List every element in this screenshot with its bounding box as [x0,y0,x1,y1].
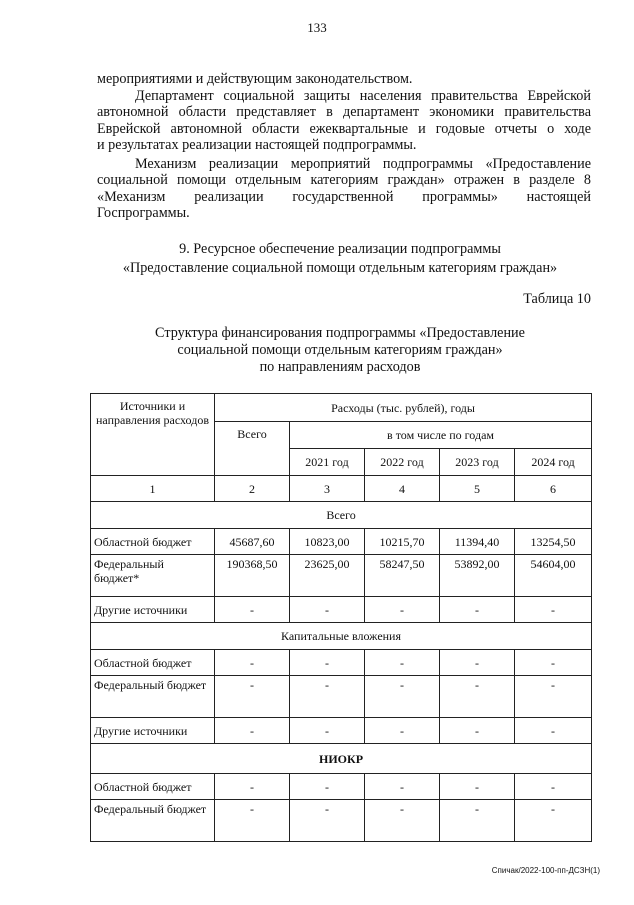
cell-value: 23625,00 [290,555,365,597]
header-sources: Источники и направления расходов [91,394,215,476]
row-label: Федеральный бюджет [91,800,215,842]
table-row [91,555,592,597]
paragraph-2-line: и результатах реализации настоящей подпрограммы. [97,137,417,154]
table-label: Таблица 10 [523,291,591,307]
cell-value: - [515,800,592,842]
table-row [91,650,592,676]
column-number: 4 [365,476,440,502]
paragraph-3-line: социальной помощи отдельным категориям граждан» отражен в разделе 8 [97,172,591,189]
cell-value: - [215,597,290,623]
cell-value: 11394,40 [440,529,515,555]
table-title [60,325,620,376]
cell-value: - [440,650,515,676]
column-number: 1 [91,476,215,502]
table-row [91,529,592,555]
header-year: 2024 год [515,449,592,476]
table-title-line: по направлениям расходов [259,359,421,375]
column-number: 3 [290,476,365,502]
table-title-line: социальной помощи отдельным категориям граждан» [177,342,503,358]
section-title-line: «Предоставление социальной помощи отдельным категориям граждан» [122,260,558,276]
table-row [91,800,592,842]
paragraph-2-line: Еврейской автономной области ежеквартальные и годовые отчеты о ходе [97,120,591,137]
cell-value: - [290,718,365,744]
cell-value: - [515,650,592,676]
cell-value: - [215,676,290,718]
row-label: Областной бюджет [91,774,215,800]
section-title-line: 9. Ресурсное обеспечение реализации подпрограммы [179,241,501,257]
cell-value: 53892,00 [440,555,515,597]
row-label: Федеральный бюджет* [91,555,215,597]
paragraph-3-line: Госпрограммы. [97,205,190,222]
cell-value: 10823,00 [290,529,365,555]
cell-value: - [440,774,515,800]
cell-value: - [365,718,440,744]
table-row [91,597,592,623]
row-label: Федеральный бюджет [91,676,215,718]
cell-value: 54604,00 [515,555,592,597]
column-number: 5 [440,476,515,502]
column-number: 2 [215,476,290,502]
paragraph-2 [97,88,591,154]
cell-value: - [290,774,365,800]
cell-value: - [365,676,440,718]
table-row [91,676,592,718]
cell-value: - [290,650,365,676]
document-code: Спичак/2022-100-пп-ДСЗН(1) [491,866,600,875]
row-label: Областной бюджет [91,650,215,676]
cell-value: - [215,718,290,744]
section-header: Всего [91,502,592,529]
cell-value: - [215,800,290,842]
cell-value: - [215,650,290,676]
cell-value: - [440,597,515,623]
cell-value: 13254,50 [515,529,592,555]
cell-value: - [515,597,592,623]
paragraph-3-line: Механизм реализации мероприятий подпрограммы «Предоставление [135,156,591,172]
cell-value: - [365,774,440,800]
header-year: 2022 год [365,449,440,476]
cell-value: - [515,774,592,800]
cell-value: - [440,800,515,842]
cell-value: 45687,60 [215,529,290,555]
paragraph-3-line: «Механизм реализации государственной программы» настоящей [97,188,591,205]
cell-value: - [365,597,440,623]
header-total: Всего [215,422,290,476]
paragraph-2-line: автономной области представляет в департамент экономики правительства [97,104,591,121]
financing-table [90,393,592,842]
cell-value: 10215,70 [365,529,440,555]
paragraph-3 [97,156,591,222]
paragraph-1: мероприятиями и действующим законодательством. [97,71,413,87]
cell-value: - [290,597,365,623]
cell-value: - [515,676,592,718]
cell-value: 58247,50 [365,555,440,597]
cell-value: - [290,676,365,718]
cell-value: - [290,800,365,842]
cell-value: - [440,676,515,718]
cell-value: - [365,800,440,842]
header-by-years: в том числе по годам [290,422,592,449]
table-title-line: Структура финансирования подпрограммы «Предоставление [155,325,525,341]
section-header: Капитальные вложения [91,623,592,650]
paragraph-2-line: Департамент социальной защиты населения правительства Еврейской [135,88,591,104]
page-number: 133 [307,20,327,35]
header-year: 2023 год [440,449,515,476]
row-label: Областной бюджет [91,529,215,555]
section-header: НИОКР [91,744,592,774]
cell-value: 190368,50 [215,555,290,597]
cell-value: - [215,774,290,800]
header-expenses: Расходы (тыс. рублей), годы [215,394,592,422]
section-title [60,240,620,278]
row-label: Другие источники [91,597,215,623]
cell-value: - [440,718,515,744]
cell-value: - [365,650,440,676]
table-row [91,718,592,744]
header-year: 2021 год [290,449,365,476]
table-row [91,774,592,800]
row-label: Другие источники [91,718,215,744]
cell-value: - [515,718,592,744]
column-number: 6 [515,476,592,502]
